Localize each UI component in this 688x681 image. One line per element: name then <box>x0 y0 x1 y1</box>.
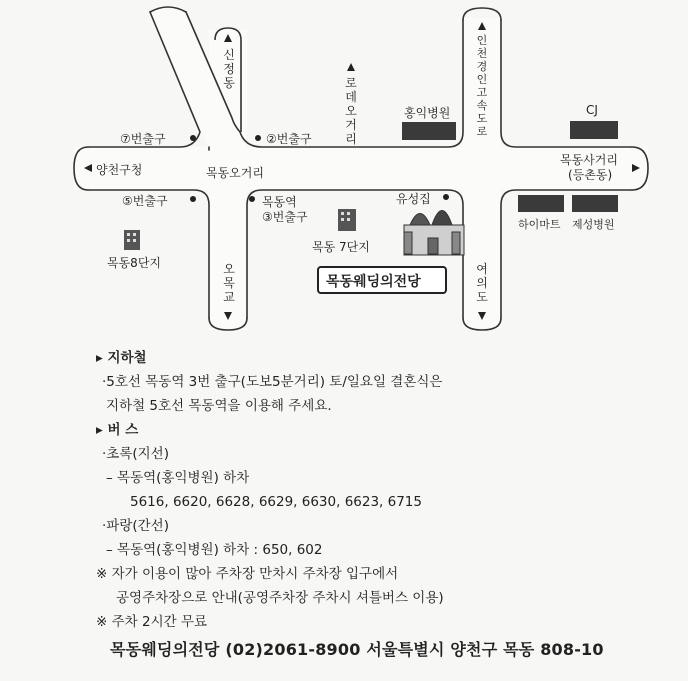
bus-heading: ▸ 버 스 <box>96 422 139 438</box>
road-label-incheon-expressway: 인천경인고속도로 <box>476 34 488 138</box>
himart-label: 하이마트 <box>518 218 561 231</box>
road-label-mokdong-ogeori: 목동오거리 <box>206 166 264 180</box>
green-bus-numbers: 5616, 6620, 6628, 6629, 6630, 6623, 6715 <box>130 494 422 510</box>
parking-note-2: 공영주차장으로 안내(공영주차장 주차시 셔틀버스 이용) <box>116 590 444 606</box>
green-bus-label: ·초록(지선) <box>102 446 169 462</box>
road-label-deungchon: (등촌동) <box>568 168 613 182</box>
himart-building-icon <box>518 195 564 212</box>
cj-building-icon <box>570 121 618 139</box>
exit5-dot-icon <box>190 196 196 202</box>
subway-line-2: 지하철 5호선 목동역을 이용해 주세요. <box>106 398 332 414</box>
green-bus-stop: – 목동역(홍익병원) 하차 <box>106 470 250 486</box>
apartment-8-icon <box>124 230 140 250</box>
directions-info <box>96 346 676 634</box>
parking-free-note: ※ 주차 2시간 무료 <box>96 614 208 630</box>
hongik-building-icon <box>402 122 456 140</box>
exit-7-label: ⑦번출구 <box>120 132 166 146</box>
road-label-omokgyo: 오목교 <box>223 262 235 304</box>
road-label-yangcheon-office: 양천구청 <box>96 163 143 177</box>
hongik-hospital-label: 홍익병원 <box>404 106 451 120</box>
mokdong-7-danji-label: 목동 7단지 <box>312 240 370 254</box>
jesaeng-building-icon <box>572 195 618 212</box>
road-label-yeouido: 여의도 <box>476 262 488 304</box>
road-label-lotte: 로데오거리 <box>345 76 357 146</box>
exit-3-label: ③번출구 <box>262 210 308 224</box>
blue-bus-stop: – 목동역(홍익병원) 하차 : 650, 602 <box>106 542 323 558</box>
mokdong-station-label: 목동역 <box>262 195 297 209</box>
mokdong-8-danji-label: 목동8단지 <box>107 256 162 270</box>
exit-2-label: ②번출구 <box>266 132 312 146</box>
arrow-up-icon <box>347 63 355 71</box>
apartment-7-icon <box>338 209 356 231</box>
subway-heading: ▸ 지하철 <box>96 350 147 366</box>
exit-5-label: ⑤번출구 <box>122 194 168 208</box>
yuseongjip-dot-icon <box>443 194 449 200</box>
venue-contact-footer: 목동웨딩의전당 (02)2061-8900 서울특별시 양천구 목동 808-10 <box>110 640 604 659</box>
cj-label: CJ <box>586 103 598 117</box>
exit3-dot-icon <box>249 196 255 202</box>
wedding-hall-icon <box>404 211 464 256</box>
subway-line-1: ·5호선 목동역 3번 출구(도보5분거리) 토/일요일 결혼식은 <box>102 374 443 390</box>
parking-note-1: ※ 자가 이용이 많아 주차장 만차시 주차장 입구에서 <box>96 566 399 582</box>
road-label-mokdong-sageori: 목동사거리 <box>560 153 618 167</box>
exit7-dot-icon <box>190 135 196 141</box>
exit2-dot-icon <box>255 135 261 141</box>
venue-label: 목동웨딩의전당 <box>326 274 421 290</box>
yuseongjip-label: 유성집 <box>396 192 431 206</box>
road-label-sinjeong: 신정동 <box>223 48 235 90</box>
blue-bus-label: ·파랑(간선) <box>102 518 169 534</box>
jesaeng-hospital-label: 제성병원 <box>572 218 615 231</box>
